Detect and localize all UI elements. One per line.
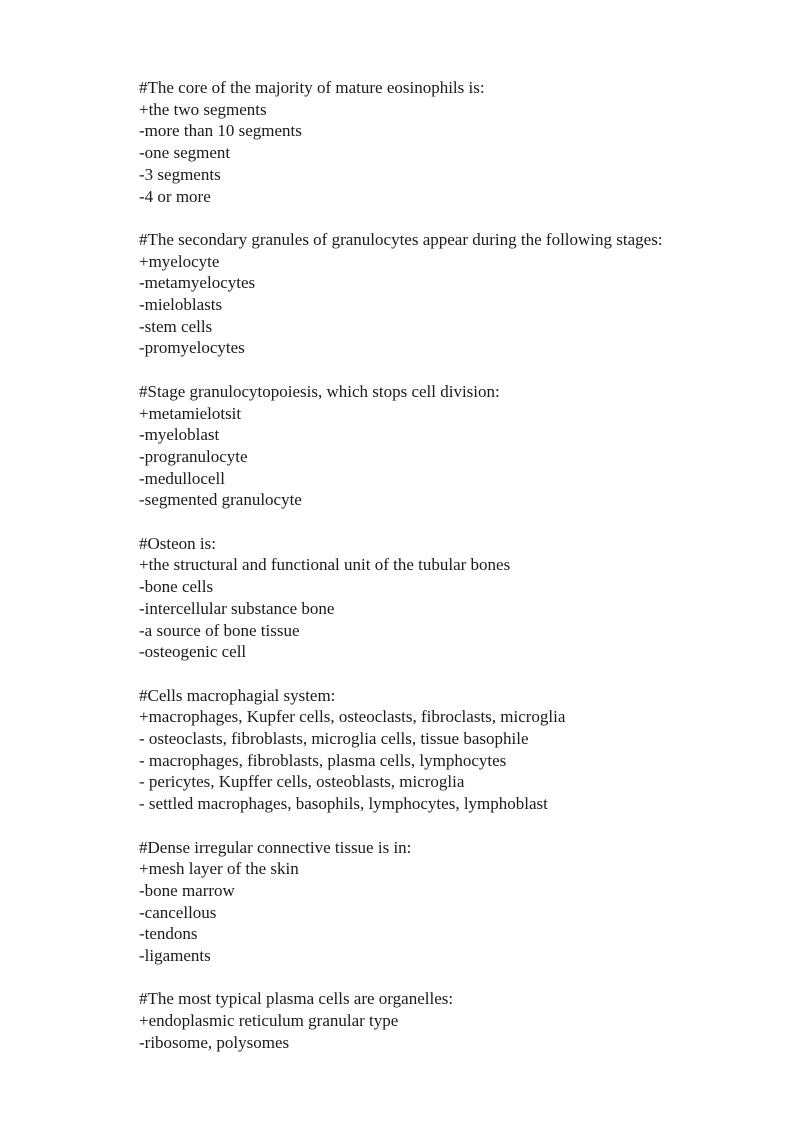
answer-option: -promyelocytes [139,338,245,358]
answer-option: -osteogenic cell [139,642,247,662]
answer-option: +the two segments [139,99,267,119]
question-prompt: #Osteon is: [139,533,216,553]
question-prompt: #The secondary granules of granulocytes appear during the following stages: [139,229,663,249]
question-prompt: #The core of the majority of mature eosinophils is: [139,78,485,97]
answer-option: -3 segments [139,164,221,184]
answer-option: -medullocell [139,468,225,488]
answer-option: -intercellular substance bone [139,598,335,618]
answer-option: -bone cells [139,577,214,597]
answer-option: -ligaments [139,946,211,966]
answer-option: -metamyelocytes [139,273,256,293]
question-prompt: #The most typical plasma cells are organelles: [139,989,454,1009]
answer-option: - pericytes, Kupffer cells, osteoblasts, microglia [139,772,465,792]
answer-option: - macrophages, fibroblasts, plasma cells, lymphocytes [139,750,507,770]
answer-option: -4 or more [139,186,211,206]
answer-option: -more than 10 segments [139,121,302,141]
answer-option: +endoplasmic reticulum granular type [139,1011,399,1031]
question-prompt: #Cells macrophagial system: [139,685,336,705]
answer-option: -a source of bone tissue [139,620,300,640]
answer-option: -ribosome, polysomes [139,1032,290,1052]
answer-option: +the structural and functional unit of the tubular bones [139,555,511,575]
question-1 [139,77,779,207]
answer-option: - osteoclasts, fibroblasts, microglia cells, tissue basophile [139,729,529,749]
question-6 [139,837,779,967]
answer-option: -one segment [139,143,231,163]
answer-option: +metamielotsit [139,403,242,423]
question-list [139,77,779,1075]
answer-option: +mesh layer of the skin [139,859,299,879]
answer-option: -mieloblasts [139,295,223,315]
question-3 [139,381,779,511]
answer-option: +macrophages, Kupfer cells, osteoclasts, fibroclasts, microglia [139,707,566,727]
question-7 [139,988,779,1053]
answer-option: -myeloblast [139,425,220,445]
answer-option: -tendons [139,924,198,944]
answer-option: +myelocyte [139,251,220,271]
answer-option: - settled macrophages, basophils, lymphocytes, lymphoblast [139,794,548,814]
answer-option: -segmented granulocyte [139,490,302,510]
question-prompt: #Stage granulocytopoiesis, which stops cell division: [139,381,500,401]
answer-option: -cancellous [139,902,217,922]
answer-option: -bone marrow [139,880,235,900]
question-2 [139,229,779,359]
question-prompt: #Dense irregular connective tissue is in: [139,837,412,857]
answer-option: -stem cells [139,316,213,336]
question-5 [139,685,779,815]
answer-option: -progranulocyte [139,446,248,466]
question-4 [139,533,779,663]
